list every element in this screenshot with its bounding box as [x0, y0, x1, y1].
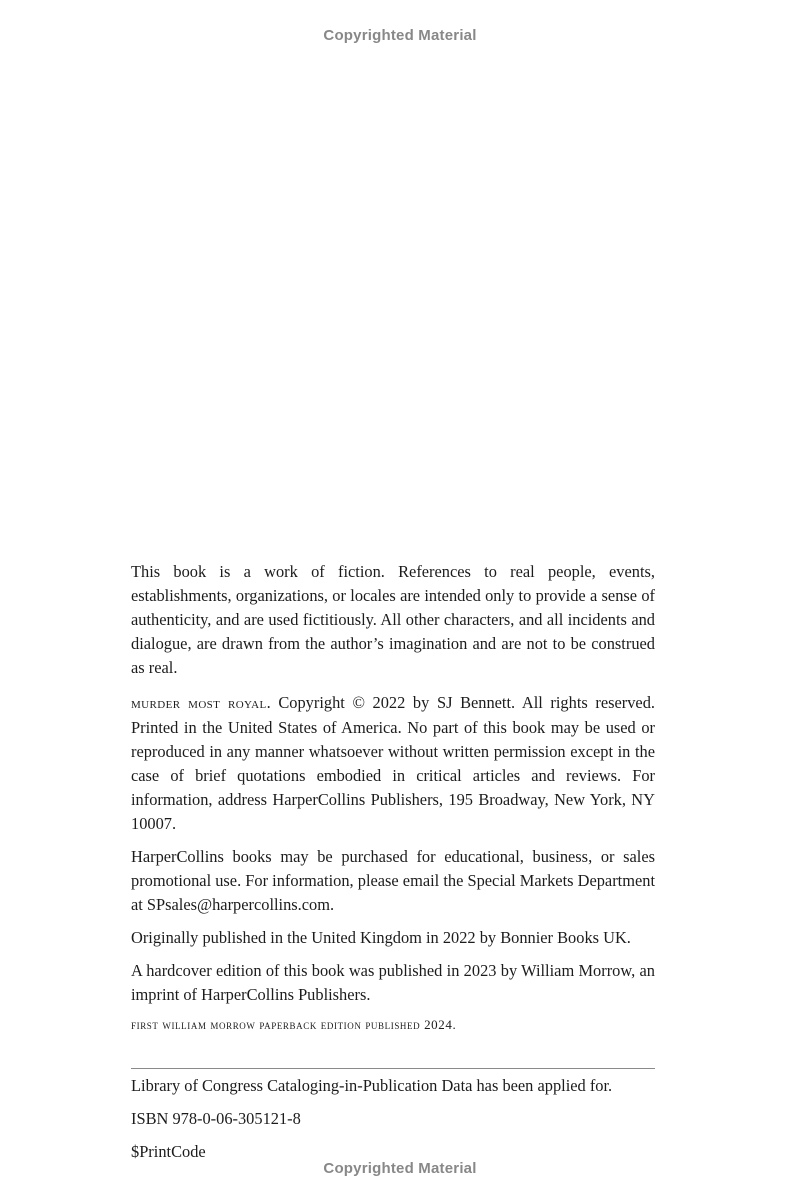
- divider-rule: [131, 1068, 655, 1069]
- isbn: ISBN 978-0-06-305121-8: [131, 1109, 301, 1128]
- book-title: murder most royal: [131, 696, 267, 712]
- edition-line: first william morrow paperback edition published 2024.: [131, 1017, 457, 1032]
- print-code: $PrintCode: [131, 1142, 206, 1161]
- copyright-notice: [131, 691, 655, 836]
- original-publication-note: Originally published in the United Kingdom in 2022 by Bonnier Books UK.: [131, 928, 631, 947]
- cip-note: Library of Congress Cataloging-in-Publication Data has been applied for.: [131, 1076, 613, 1095]
- copyright-text: . Copyright © 2022 by SJ Bennett. All rights reserved. Printed in the United States of America. No part of this book may be used or reproduced in any manner whatsoever without written permission except in the case of brief quotations embodied in critical articles and reviews. For information, address HarperCollins Publishers, 195 Broadway, New York, NY 10007.: [131, 693, 655, 833]
- bulk-sales-notice: HarperCollins books may be purchased for educational, business, or sales promotional use. For information, please email the Special Markets Department at SPsales@harpercollins.com.: [131, 847, 655, 914]
- watermark-top: Copyrighted Material: [323, 27, 477, 44]
- catalog-block: [131, 1074, 655, 1173]
- watermark-bottom: Copyrighted Material: [323, 1160, 477, 1177]
- fiction-notice: This book is a work of fiction. References to real people, events, establishments, organizations, or locales are intended only to provide a sense of authenticity, and are used fictitiously. All other characters, and all incidents and dialogue, are drawn from the author’s imagination and are not to be construed as real.: [131, 562, 655, 677]
- hardcover-edition-note: A hardcover edition of this book was published in 2023 by William Morrow, an imprint of HarperCollins Publishers.: [131, 961, 655, 1004]
- copyright-page-body: [131, 560, 655, 1034]
